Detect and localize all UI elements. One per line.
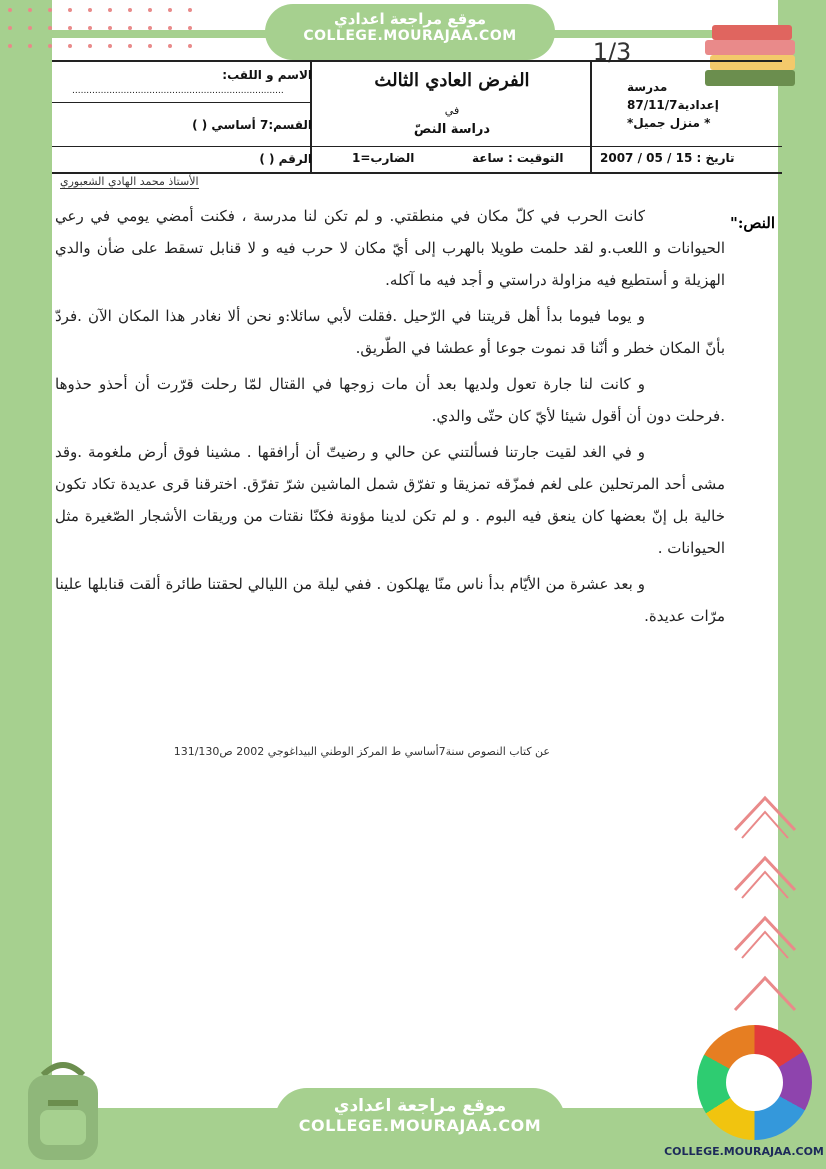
logo-center — [726, 1054, 783, 1111]
paragraph: و في الغد لقيت جارتنا فسألتني عن حالي و رضيتّ أن أرافقها . مشينا فوق أرض ملغومة .وقد مشى أحد المرتحلين على لغم فمزّقه تمزيقا و تفرّق شمل الماشين شرّ تفرّق. اخترقنا قرى عديدة تكاد تكون خالية بل إنّ بعضها كان ينعق فيه البوم . و لم تكن لدينا مؤونة فكنّا نقتات من وريقات الأشجار الصّغيرة مثل الحيوانات . — [55, 443, 725, 557]
number-label: الرقم ( ) — [259, 152, 312, 166]
reading-text — [55, 200, 725, 636]
left-frame — [0, 0, 52, 1169]
logo-domain: COLLEGE.MOURAJAA.COM — [664, 1145, 824, 1158]
subject: دراسة النصّ — [413, 122, 491, 137]
site-banner-bottom[interactable] — [275, 1088, 565, 1152]
school-line-3: * منزل جميل* — [627, 116, 711, 130]
site-domain: COLLEGE.MOURAJAA.COM — [303, 28, 517, 44]
site-domain: COLLEGE.MOURAJAA.COM — [298, 1116, 542, 1135]
name-dots: .......................................................................... — [72, 86, 284, 96]
paragraph: و بعد عشرة من الأيّام بدأ ناس منّا يهلكون . ففي ليلة من الليالي لحقتنا طائرة ألقت قنابلها علينا مرّات عديدة. — [55, 575, 725, 625]
chevron-up-icon — [730, 790, 800, 1020]
exam-title: الفرض العادي الثالث — [374, 70, 530, 91]
paragraph: و يوما فيوما بدأ أهل قريتنا في الرّحيل .فقلت لأبي سائلا:و نحن ألا نغادر هذا المكان الآن .فردّ بأنّ المكان خطر و أنّنا قد نموت جوعا أو عطشا في الطّريق. — [55, 307, 725, 357]
timing: التوقيت : ساعة — [472, 151, 564, 165]
teacher-name: الأستاذ محمد الهادي الشعبوري — [60, 175, 199, 188]
paragraph: كانت الحرب في كلّ مكان في منطقتي. و لم تكن لنا مدرسة ، فكنت أمضي يومي في رعي الحيوانات و اللعب.و لقد حلمت طويلا بالهرب إلى أيّ مكان لا حرب فيه و لا قنابل تسقط على ضأن والدي الهزيلة و أستطيع فيه مزاولة دراستي و أجد فيه ما آكله. — [55, 207, 725, 289]
school-line-1: مدرسة — [627, 80, 668, 94]
site-name: موقع مراجعة اعدادي — [333, 1096, 507, 1116]
text-source: عن كتاب النصوص سنة7أساسي ط المركز الوطني البيداغوجي 2002 ص131/130 — [173, 745, 550, 758]
exam-header — [52, 60, 782, 174]
exam-date: تاريخ : 15 / 05 / 2007 — [600, 151, 735, 165]
coefficient: الضارب=1 — [352, 151, 415, 165]
site-banner-top[interactable] — [265, 4, 555, 60]
text-label: النص:" — [730, 214, 775, 232]
name-label: الاسم و اللقب: — [222, 68, 312, 82]
school-line-2: إعدادية87/11/7 — [627, 98, 719, 112]
paragraph: و كانت لنا جارة تعول ولديها بعد أن مات زوجها في القتال لمّا رحلت قرّرت أن أحذو حذوها .فرحلت دون أن أقول شيئا لأيّ كان حتّى والدي. — [55, 375, 725, 425]
backpack-icon — [18, 1055, 108, 1165]
class-label: القسم:7 أساسي ( ) — [192, 118, 312, 132]
exam-sub: في — [444, 104, 460, 117]
page-number: 1/3 — [592, 38, 632, 66]
site-name: موقع مراجعة اعدادي — [334, 10, 486, 28]
